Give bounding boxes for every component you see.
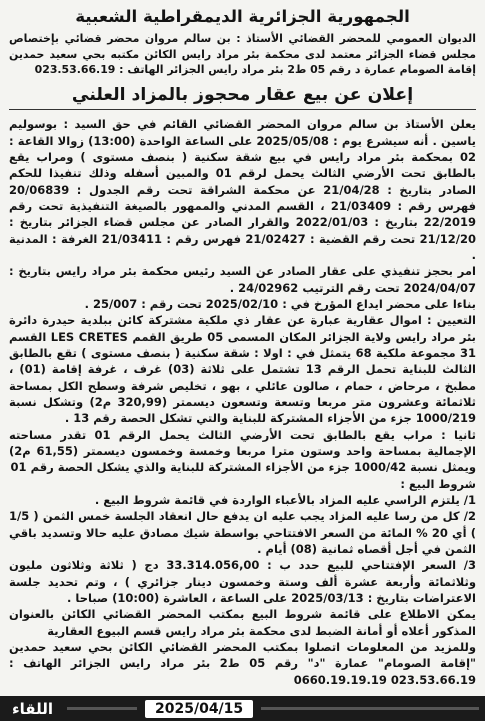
seizure-order-paragraph: امر بحجز تنفيذي على عقار الصادر عن السيد رئيس محكمة بئر مراد رايس بتاريخ : 2024/04/07 تحت رقم الترتيب 24/02962 .: [9, 264, 476, 295]
newspaper-footer: [0, 696, 485, 721]
footer-divider: [261, 707, 479, 710]
garage-paragraph: ثانيا : مراب يقع بالطابق تحت الأرضي الثالث يحمل الرقم 01 تقدر مساحته الإجمالية بمساحة واحد وستون مترا مربعا وخمسة وخمسون ديسمتر (61,55 م2) ويمثل نسبة 1000/42 جزء من الأجزاء المشتركة للبناية والذي يشكل الحصة رقم 01: [9, 427, 476, 475]
deposit-record-paragraph: بناءا على محضر ايداع المؤرخ في : 2025/02/10 تحت رقم : 25/007 .: [84, 297, 476, 312]
designation-text: اموال عقارية عبارة عن عقار ذي ملكية مشتركة كائن ببلدية حيدرة دائرة بئر مراد رايس ولاية الجزائر المكان المسمى 05 طريق القمم LES CRETES القسم 31 مجموعة ملكية 68 يتمثل في : اولا : شقة سكنية ( بنصف مستوى ) تقع بالطابق الثالث للبناية تحمل الرقم 13 تشتمل على ثلاثة (03) غرف ، غرفة إقامة (01) ، مطبخ ، مرحاض ، حمام ، صالون عائلي ، بهو ، تخليص شرفة وسطح الكل بمساحة ثلاثمائة وعشرون متر مربعا وتسعة وتسعون ديسمتر (320,99 م2) وتشكل نسبة 1000/219 جزء من الأجزاء المشتركة للبناية والتي تشكل الحصة رقم 13 .: [9, 313, 477, 426]
republic-heading: الجمهورية الجزائرية الديمقراطية الشعبية: [75, 7, 410, 26]
newspaper-name: اللقاء: [12, 699, 53, 718]
publication-date: 2025/04/15: [145, 700, 253, 718]
bailiff-office-info: الديوان العمومي للمحضر القضائي الأستاذ : بن سالم مروان محضر قضائي بإختصاص مجلس قضاء الجزائر معتمد لدى محكمة بئر مراد رايس الكائن مكتبه بحي سعيد حمدين إقامة الصومام عمارة د رقم 05 ط2 بئر مراد رايس الجزائر الهاتف : 023.53.66.19: [9, 32, 476, 76]
sale-condition-item: 1/ يلتزم الراسي عليه المزاد بالأعباء الواردة في قائمة شروط البيع .: [94, 492, 476, 507]
consultation-paragraph: يمكن الاطلاع على قائمة شروط البيع بمكتب المحضر القضائي الكائن بالعنوان المذكور أعلاه أو أمانة الضبط لدى محكمة بئر مراد رايس قسم البيوع العقارية: [9, 607, 476, 638]
footer-divider: [67, 707, 137, 710]
designation-paragraph: [9, 312, 476, 426]
sale-condition-item: 2/ كل من رسا عليه المزاد يجب عليه ان يدفع حال انعقاد الجلسة خمس الثمن ( 1/5 ) أي 20 % المائة من السعر الافتتاحي بواسطة شيك مصادق عليه حالا وتسديد باقي الثمن في أجل أقصاه ثمانية (08) أيام .: [9, 509, 476, 556]
intro-paragraph: يعلن الأستاذ بن سالم مروان المحضر القضائي القائم في حق السيد : بوسوليم ياسين . أنه سيشرع يوم : 2025/05/08 على الساعة الواحدة (13:00) زوالا القاعة : 02 بمحكمة بئر مراد رايس في بيع شقة سكنية ( بنصف مستوى ) ومراب يقع بالطابق تحت الأرضي الثالث يحمل لرقم 01 والمبين أسفله وذلك تنفيذا للحكم الصادر بتاريخ : 21/04/28 عن محكمة الشراقة تحت رقم الجدول : 20/06839 فهرس رقم : 21/03409 ، القسم المدني والممهور بالصيغة التنفيذية تحت رقم 22/2019 بتاريخ : 2022/01/03 والقرار الصادر عن مجلس قضاء الجزائر بتاريخ : 21/12/20 تحت رقم القضية : 21/02427 فهرس رقم : 21/03411 الغرفة : المدنية .: [9, 117, 476, 263]
designation-label: التعيين :: [427, 313, 476, 328]
sale-conditions-heading: شروط البيع :: [400, 476, 476, 491]
notice-title: إعلان عن بيع عقار محجوز بالمزاد العلني: [9, 84, 476, 111]
sale-condition-item: 3/ السعر الإفتتاحي للبيع حدد ب : 33.314.056,00 دج ( ثلاثة وثلاثون مليون وثلاثمائة وأربعة عشرة ألف وستة وخمسون دينار جزائري ) ، وتم تحديد جلسة الاعتراضات بتاريخ : 2025/03/13 على الساعة ، العاشرة (10:00) صباحا .: [9, 558, 476, 605]
contact-paragraph: وللمزيد من المعلومات اتصلوا بمكتب المحضر القضائي الكائن بحي سعيد حمدين "إقامة الصومام" عمارة "د" رقم 05 ط2 بئر مراد رايس الجزائر الهاتف : 023.53.66.19 0660.19.19.19: [9, 639, 476, 687]
